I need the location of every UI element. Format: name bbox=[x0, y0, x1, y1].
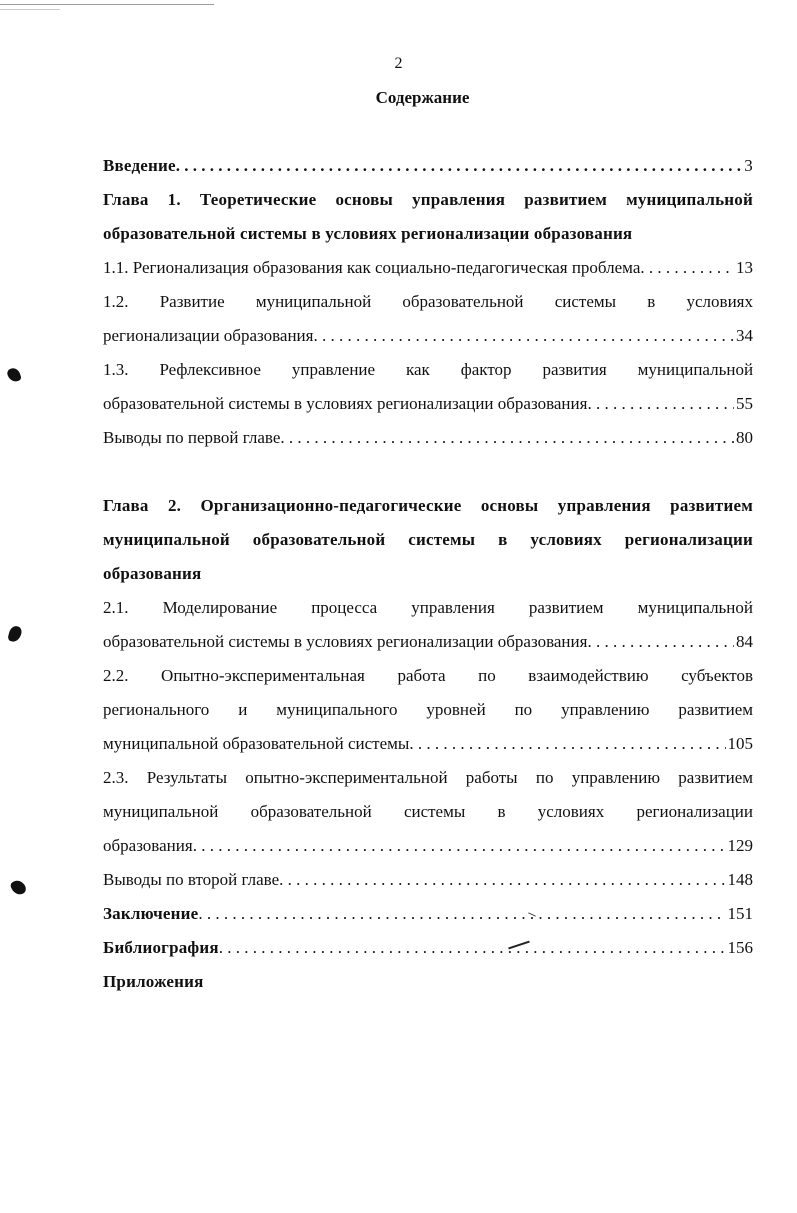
word: управления bbox=[557, 496, 651, 515]
toc-entry-intro[interactable] bbox=[103, 149, 753, 183]
word: муниципальной bbox=[626, 190, 753, 209]
toc-entry-2-2-line2[interactable] bbox=[103, 693, 753, 727]
toc-entry-2-3-line1[interactable] bbox=[103, 761, 753, 795]
punch-hole-mark bbox=[6, 366, 22, 383]
toc-entry-page: 84 bbox=[736, 632, 753, 651]
word: системы bbox=[408, 530, 476, 549]
toc-entry-bibliography[interactable] bbox=[103, 931, 753, 965]
word: субъектов bbox=[681, 666, 753, 685]
toc-entry-label: образования bbox=[103, 836, 193, 855]
toc-entry-page: 13 bbox=[736, 258, 753, 277]
word: 2.3. bbox=[103, 768, 129, 787]
word: Развитие bbox=[159, 292, 225, 311]
toc-entry-1-1[interactable] bbox=[103, 251, 753, 285]
table-of-contents bbox=[103, 149, 753, 999]
toc-chapter2-heading-line1[interactable] bbox=[103, 489, 753, 523]
word: Моделирование bbox=[162, 598, 278, 617]
word: развитием bbox=[670, 496, 753, 515]
word: Теоретические bbox=[199, 190, 317, 209]
word: образовательной bbox=[250, 802, 372, 821]
word: основы bbox=[480, 496, 539, 515]
dot-leader bbox=[193, 829, 726, 863]
word: управление bbox=[291, 360, 376, 379]
word: системы bbox=[554, 292, 617, 311]
toc-entry-label: Заключение bbox=[103, 904, 199, 923]
scan-edge-line bbox=[0, 9, 60, 10]
toc-entry-2-2-line3[interactable] bbox=[103, 727, 753, 761]
toc-entry-2-3-line2[interactable] bbox=[103, 795, 753, 829]
word: управлению bbox=[571, 768, 661, 787]
word: Рефлексивное bbox=[159, 360, 261, 379]
word: регионализации bbox=[636, 802, 753, 821]
toc-entry-label: образовательной системы в условиях регионализации образования bbox=[103, 394, 588, 413]
word: Результаты bbox=[146, 768, 228, 787]
word: в bbox=[647, 292, 656, 311]
word: 2.2. bbox=[103, 666, 129, 685]
toc-entry-page: 34 bbox=[736, 326, 753, 345]
word: фактор bbox=[460, 360, 512, 379]
toc-chapter1-heading-line1[interactable] bbox=[103, 183, 753, 217]
toc-entry-1-2-line1[interactable] bbox=[103, 285, 753, 319]
word: образовательной bbox=[402, 292, 524, 311]
toc-chapter2-heading-line2[interactable] bbox=[103, 523, 753, 557]
toc-entry-conclusions-2[interactable] bbox=[103, 863, 753, 897]
dot-leader bbox=[176, 149, 743, 183]
toc-entry-conclusion[interactable] bbox=[103, 897, 753, 931]
word: муниципального bbox=[276, 700, 398, 719]
dot-leader bbox=[279, 863, 725, 897]
toc-entry-label: Выводы по первой главе bbox=[103, 428, 281, 447]
word: регионального bbox=[103, 700, 210, 719]
dot-leader bbox=[587, 625, 734, 659]
toc-entry-label: образовательной системы в условиях регионализации образования bbox=[103, 632, 588, 651]
dot-leader bbox=[198, 897, 725, 931]
toc-entry-appendices[interactable] bbox=[103, 965, 753, 999]
toc-entry-1-3-line1[interactable] bbox=[103, 353, 753, 387]
toc-entry-1-2-line2[interactable] bbox=[103, 319, 753, 353]
word: как bbox=[406, 360, 430, 379]
word: 1.2. bbox=[103, 292, 129, 311]
scan-edge-line bbox=[0, 4, 214, 5]
word: 2. bbox=[167, 496, 182, 515]
dot-leader bbox=[313, 319, 734, 353]
dot-leader bbox=[640, 251, 734, 285]
word: 2.1. bbox=[103, 598, 129, 617]
toc-entry-1-3-line2[interactable] bbox=[103, 387, 753, 421]
word: 1.3. bbox=[103, 360, 129, 379]
word: развитием bbox=[524, 190, 608, 209]
dot-leader bbox=[280, 421, 734, 455]
word: Глава bbox=[103, 496, 149, 515]
word: условиях bbox=[537, 802, 605, 821]
toc-entry-label: 1.1. Регионализация образования как социально-педагогическая проблема bbox=[103, 258, 641, 277]
word: по bbox=[514, 700, 533, 719]
word: уровней bbox=[426, 700, 486, 719]
dot-leader bbox=[587, 387, 734, 421]
word: 1. bbox=[167, 190, 181, 209]
word: Организационно-педагогические bbox=[200, 496, 462, 515]
toc-entry-label: Библиография bbox=[103, 938, 219, 957]
toc-entry-page: 105 bbox=[727, 734, 753, 753]
toc-entry-label: образовательной системы в условиях регионализации образования bbox=[103, 224, 633, 243]
word: Опытно-экспериментальная bbox=[161, 666, 365, 685]
toc-entry-page: 156 bbox=[727, 938, 753, 957]
word: образовательной bbox=[252, 530, 386, 549]
toc-entry-page: 151 bbox=[727, 904, 753, 923]
word: развития bbox=[542, 360, 607, 379]
toc-entry-2-3-line3[interactable] bbox=[103, 829, 753, 863]
toc-entry-page: 3 bbox=[744, 156, 753, 175]
toc-chapter1-heading-line2[interactable] bbox=[103, 217, 753, 251]
punch-hole-mark bbox=[7, 625, 23, 644]
spacer bbox=[103, 455, 753, 489]
word: работы bbox=[465, 768, 518, 787]
dot-leader bbox=[409, 727, 725, 761]
word: регионализации bbox=[624, 530, 753, 549]
word: работа bbox=[397, 666, 446, 685]
toc-entry-2-2-line1[interactable] bbox=[103, 659, 753, 693]
word: муниципальной bbox=[103, 530, 230, 549]
word: муниципальной bbox=[103, 802, 219, 821]
word: процесса bbox=[311, 598, 378, 617]
toc-entry-label: муниципальной образовательной системы bbox=[103, 734, 410, 753]
word: управления bbox=[412, 190, 506, 209]
word: в bbox=[498, 530, 508, 549]
word: муниципальной bbox=[637, 598, 753, 617]
word: развитием bbox=[678, 700, 753, 719]
toc-chapter2-heading-line3[interactable] bbox=[103, 557, 753, 591]
toc-entry-2-1-line2[interactable] bbox=[103, 625, 753, 659]
toc-entry-2-1-line1[interactable] bbox=[103, 591, 753, 625]
toc-entry-page: 129 bbox=[727, 836, 753, 855]
word: опытно-экспериментальной bbox=[245, 768, 448, 787]
word: муниципальной bbox=[255, 292, 372, 311]
word: муниципальной bbox=[637, 360, 753, 379]
word: по bbox=[478, 666, 496, 685]
word: по bbox=[535, 768, 554, 787]
toc-entry-label: Введение bbox=[103, 156, 176, 175]
page-title: Содержание bbox=[375, 88, 470, 107]
toc-entry-page: 80 bbox=[736, 428, 753, 447]
dot-leader bbox=[219, 931, 726, 965]
word: основы bbox=[335, 190, 394, 209]
toc-entry-page: 55 bbox=[736, 394, 753, 413]
word: управления bbox=[411, 598, 495, 617]
toc-entry-label: регионализации образования bbox=[103, 326, 314, 345]
punch-hole-mark bbox=[9, 878, 28, 897]
word: системы bbox=[403, 802, 466, 821]
word: Глава bbox=[103, 190, 149, 209]
toc-entry-label: образования bbox=[103, 564, 202, 583]
toc-entry-label: Выводы по второй главе bbox=[103, 870, 280, 889]
toc-entry-label: Приложения bbox=[103, 972, 204, 991]
toc-entry-page: 148 bbox=[727, 870, 753, 889]
word: и bbox=[238, 700, 248, 719]
page-number: 2 bbox=[394, 55, 403, 72]
toc-entry-conclusions-1[interactable] bbox=[103, 421, 753, 455]
word: условиях bbox=[530, 530, 602, 549]
word: развитием bbox=[678, 768, 753, 787]
word: управлению bbox=[561, 700, 650, 719]
word: условиях bbox=[686, 292, 753, 311]
word: развитием bbox=[528, 598, 604, 617]
word: взаимодействию bbox=[528, 666, 649, 685]
word: в bbox=[497, 802, 506, 821]
